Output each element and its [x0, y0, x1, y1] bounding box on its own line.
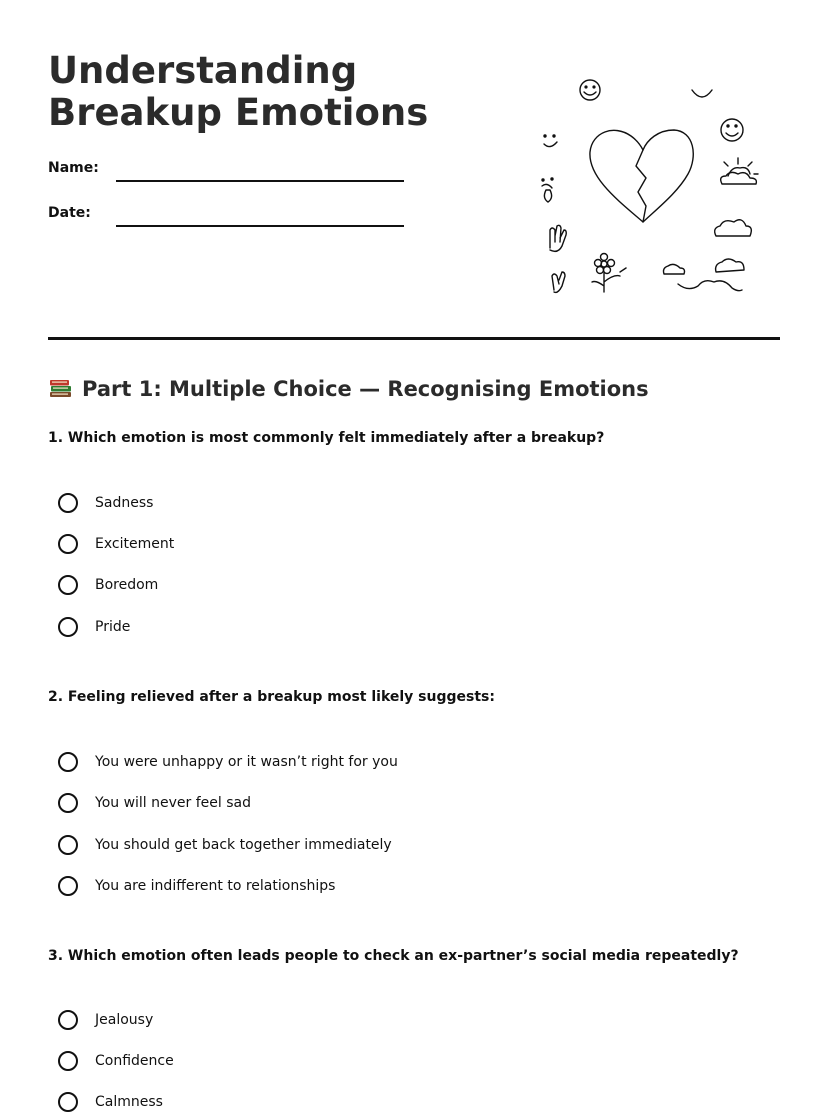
option-1-excitement[interactable] [58, 534, 658, 558]
option-label: Confidence [95, 1053, 174, 1069]
option-1-sadness[interactable] [58, 493, 658, 517]
radio-button[interactable] [58, 793, 78, 813]
option-3-calmness[interactable] [58, 1092, 658, 1116]
radio-button[interactable] [58, 835, 78, 855]
question-2: 2. Feeling relieved after a breakup most likely suggests: [48, 689, 495, 705]
option-label: You are indifferent to relationships [95, 878, 336, 894]
radio-button[interactable] [58, 1092, 78, 1112]
hand-icon [552, 272, 565, 292]
radio-button[interactable] [58, 1051, 78, 1071]
option-1-boredom[interactable] [58, 575, 658, 599]
radio-button[interactable] [58, 876, 78, 896]
breakup-doodle-illustration [528, 70, 768, 300]
option-label: You will never feel sad [95, 795, 251, 811]
date-label: Date: [48, 205, 91, 221]
option-2-get-back-together[interactable] [58, 835, 658, 859]
date-input-line[interactable] [116, 225, 404, 227]
option-2-never-sad[interactable] [58, 793, 658, 817]
radio-button[interactable] [58, 1010, 78, 1030]
date-field-row [48, 205, 408, 235]
question-3: 3. Which emotion often leads people to check an ex-partner’s social media repeatedly? [48, 948, 739, 964]
clouds-icon [664, 259, 745, 291]
smiley-face-icon [580, 80, 600, 100]
radio-button[interactable] [58, 617, 78, 637]
option-label: You were unhappy or it wasn’t right for you [95, 754, 398, 770]
question-1: 1. Which emotion is most commonly felt immediately after a breakup? [48, 430, 605, 446]
section-divider [48, 337, 780, 340]
broken-heart-icon [590, 130, 693, 222]
option-2-unhappy[interactable] [58, 752, 658, 776]
option-2-indifferent[interactable] [58, 876, 658, 900]
option-label: Calmness [95, 1094, 163, 1110]
radio-button[interactable] [58, 534, 78, 554]
page-title: Understanding Breakup Emotions [48, 49, 429, 134]
radio-button[interactable] [58, 575, 78, 595]
smile-arc-icon [692, 90, 712, 97]
option-label: Jealousy [95, 1012, 154, 1028]
sun-cloud-icon [721, 158, 758, 184]
radio-button[interactable] [58, 752, 78, 772]
tearful-face-icon [542, 178, 553, 202]
name-field-row [48, 160, 408, 190]
flower-icon [592, 254, 626, 293]
option-label: Pride [95, 619, 131, 635]
cloud-icon [715, 220, 752, 236]
smiley-face-icon [721, 119, 743, 141]
option-label: Boredom [95, 577, 159, 593]
small-smile-icon [544, 135, 557, 147]
books-icon [48, 376, 74, 400]
name-label: Name: [48, 160, 99, 176]
section-heading-text: Part 1: Multiple Choice — Recognising Emotions [82, 377, 649, 401]
option-label: Excitement [95, 536, 175, 552]
name-input-line[interactable] [116, 180, 404, 182]
section-heading [48, 374, 649, 404]
option-3-confidence[interactable] [58, 1051, 658, 1075]
option-label: Sadness [95, 495, 154, 511]
hand-icon [550, 225, 566, 251]
option-1-pride[interactable] [58, 617, 658, 641]
radio-button[interactable] [58, 493, 78, 513]
option-label: You should get back together immediately [95, 837, 392, 853]
option-3-jealousy[interactable] [58, 1010, 658, 1034]
